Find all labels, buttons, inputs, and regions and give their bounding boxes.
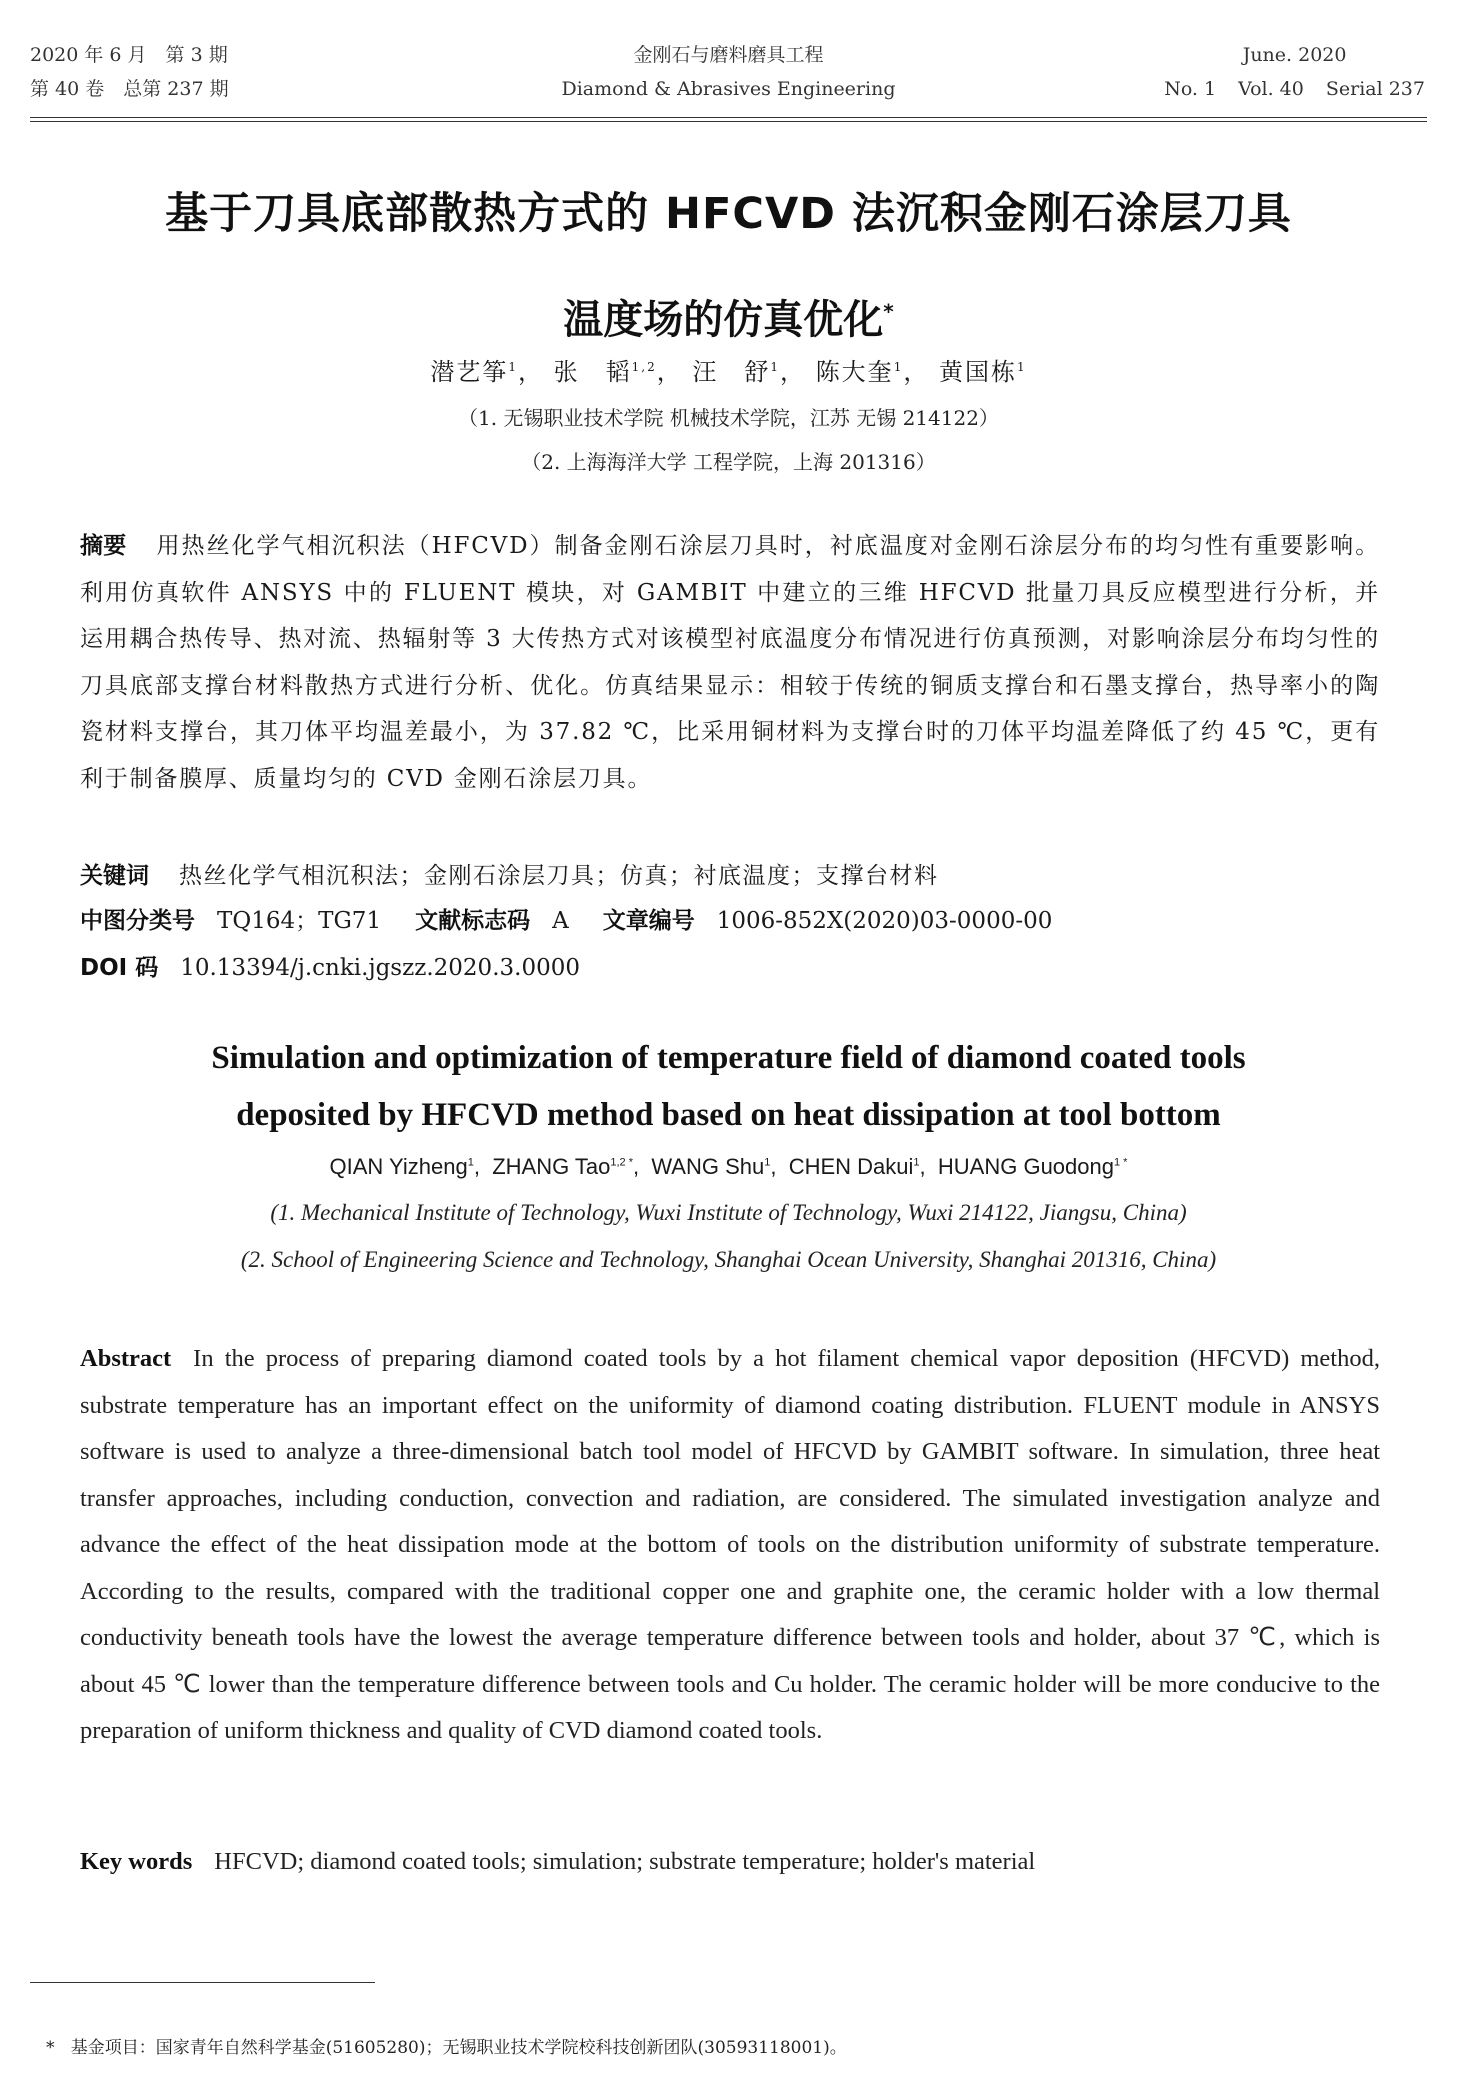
header-rule-thick [30, 117, 1427, 118]
abstract-en-text: In the process of preparing diamond coated tools by a hot filament chemical vapor deposition (HFCVD) method, substrate temperature has an important effect on the uniformity of diamond coating distribution. FLUENT module in ANSYS software is used to analyze a three-dimensional batch tool model of HFCVD by GAMBIT software. In simulation, three heat transfer approaches, including conduction, convection and radiation, are considered. The simulated investigation analyze and advance the effect of the heat dissipation mode at the bottom of tools on the distribution uniformity of substrate temperature. According to the results, compared with the traditional copper one and graphite one, the ceramic holder with a low thermal conductivity beneath tools have the lowest the average temperature difference between tools and holder, about 37 ℃, which is about 45 ℃ lower than the temperature difference between tools and Cu holder. The ceramic holder will be more conducive to the preparation of uniform thickness and quality of CVD diamond coated tools. [80, 1345, 1380, 1744]
author-en: QIAN Yizheng [329, 1154, 468, 1179]
doi-value: 10.13394/j.cnki.jgszz.2020.3.0000 [180, 955, 580, 981]
header-rule-thin [30, 121, 1427, 122]
issue-number: No. 1 [1164, 78, 1217, 100]
title-cn-line2 [0, 288, 1457, 345]
author-cn: 黄国栋 [938, 358, 1017, 386]
footnote-rule [30, 1982, 375, 1983]
keywords-en-text: HFCVD; diamond coated tools; simulation; substrate temperature; holder's material [214, 1848, 1036, 1875]
affiliation-en-1: (1. Mechanical Institute of Technology, Wuxi Institute of Technology, Wuxi 214122, Jiangsu, China) [270, 1200, 1187, 1225]
volume-number: Vol. 40 [1238, 78, 1304, 100]
author-cn-affil: 1 [1016, 360, 1027, 374]
keywords-cn-text: 热丝化学气相沉积法；金刚石涂层刀具；仿真；衬底温度；支撑台材料 [179, 863, 939, 889]
affiliation-en-2: (2. School of Engineering Science and Technology, Shanghai Ocean University, Shanghai 201316, China) [240, 1247, 1217, 1272]
title-en-line1: Simulation and optimization of temperature field of diamond coated tools [211, 1040, 1246, 1076]
author-en: HUANG Guodong [937, 1154, 1114, 1179]
keywords-en [80, 1848, 1035, 1876]
author-en: CHEN Dakui [788, 1154, 914, 1179]
title-en-line2: deposited by HFCVD method based on heat dissipation at tool bottom [236, 1097, 1221, 1133]
classification-line [80, 902, 1052, 935]
author-cn: 潜艺筝 [430, 358, 509, 386]
author-en-affil: 1 * [1113, 1156, 1128, 1169]
abstract-cn-text: 用热丝化学气相沉积法（HFCVD）制备金刚石涂层刀具时，衬底温度对金刚石涂层分布的均匀性有重要影响。利用仿真软件 ANSYS 中的 FLUENT 模块，对 GAMBIT 中建立的三维 HFCVD 批量刀具反应模型进行分析，并运用耦合热传导、热对流、热辐射等 3 大传热方式对该模型衬底温度分布情况进行仿真预测，对影响涂层分布均匀性的刀具底部支撑台材料散热方式进行分析、优化。仿真结果显示：相较于传统的铜质支撑台和石墨支撑台，热导率小的陶瓷材料支撑台，其刀体平均温差最小，为 37.82 ℃，比采用铜材料为支撑台时的刀体平均温差降低了约 45 ℃，更有利于制备膜厚、质量均匀的 CVD 金刚石涂层刀具。 [80, 533, 1381, 792]
keywords-en-label: Key words [80, 1848, 193, 1875]
abstract-en [80, 1336, 1380, 1755]
journal-name-en: Diamond & Abrasives Engineering [561, 78, 896, 100]
article-number-label: 文章编号 [602, 908, 695, 934]
document-code-value: A [552, 908, 569, 934]
issue-date-cn: 2020 年 6 月 第 3 期 [30, 44, 228, 66]
authors-cn: 潜艺筝$^1$， 张 韬$^{1,2}$， 汪 舒$^1$， 陈大奎$^1$， 黄国栋$^1$ [430, 358, 1027, 386]
document-code-label: 文献标志码 [415, 908, 531, 934]
abstract-cn-label: 摘要 [80, 533, 127, 559]
author-en-affil: 1 [913, 1156, 920, 1169]
keywords-cn [80, 857, 939, 890]
affiliation-cn-2: （2. 上海海洋大学 工程学院，上海 201316） [521, 450, 936, 474]
clc-label: 中图分类号 [80, 908, 195, 934]
serial-number: Serial 237 [1325, 78, 1425, 100]
funding-footnote [46, 2033, 847, 2058]
author-cn-affil: 1 [508, 360, 519, 374]
author-cn: 陈大奎 [815, 358, 894, 386]
author-cn: 汪 舒 [692, 358, 771, 386]
author-en: WANG Shu [651, 1154, 765, 1179]
author-cn: 张 韬 [553, 358, 632, 386]
issue-date-en: June. 2020 [1242, 44, 1347, 66]
title-footnote-mark: * [883, 299, 894, 324]
author-cn-affil: 1 [770, 360, 781, 374]
running-header-right [1164, 38, 1425, 106]
title-cn-line2-text: 温度场的仿真优化 [563, 297, 884, 343]
author-en-affil: 1 [764, 1156, 771, 1169]
author-cn-affil: 1,2 [631, 360, 657, 374]
author-en-affil: 1 [467, 1156, 474, 1169]
keywords-cn-label: 关键词 [80, 863, 149, 889]
title-cn-line1: 基于刀具底部散热方式的 HFCVD 法沉积金刚石涂层刀具 [165, 189, 1292, 239]
footnote-text: 基金项目：国家青年自然科学基金(51605280)；无锡职业技术学院校科技创新团队(30593118001)。 [70, 2038, 847, 2058]
abstract-en-label: Abstract [80, 1345, 172, 1372]
clc-value: TQ164；TG71 [217, 908, 382, 934]
authors-en: QIAN Yizheng$^1$, ZHANG Tao$^{1,2 *}$, WANG Shu$^1$, CHEN Dakui$^1$, HUANG Guodong$^{1 *}$ [329, 1154, 1128, 1179]
doi-label: DOI 码 [80, 955, 159, 981]
author-cn-affil: 1 [893, 360, 904, 374]
article-number-value: 1006-852X(2020)03-0000-00 [716, 908, 1053, 934]
author-en: ZHANG Tao [492, 1154, 611, 1179]
affiliation-cn-1: （1. 无锡职业技术学院 机械技术学院，江苏 无锡 214122） [458, 406, 999, 430]
volume-serial-cn: 第 40 卷 总第 237 期 [30, 78, 229, 100]
abstract-cn [80, 523, 1380, 802]
doi-line [80, 949, 580, 982]
footnote-mark: * [46, 2038, 55, 2058]
author-en-affil: 1,2 * [610, 1156, 634, 1169]
journal-name-cn: 金刚石与磨料磨具工程 [633, 44, 824, 66]
